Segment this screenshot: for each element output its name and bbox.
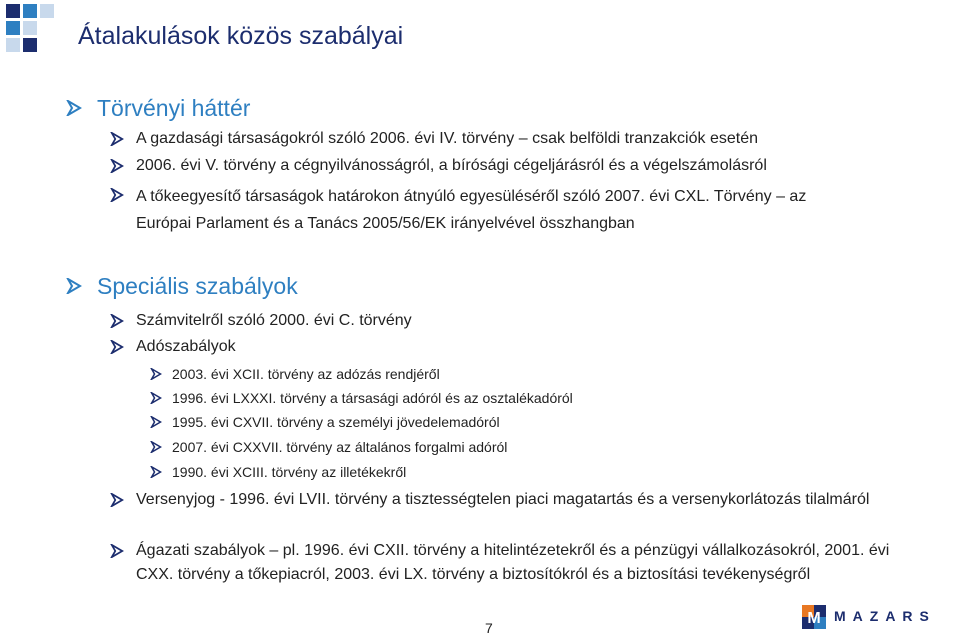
arrowhead-bullet-icon [150, 416, 162, 428]
arrowhead-bullet-icon [110, 340, 124, 354]
arrowhead-bullet-icon [150, 441, 162, 453]
list-item [110, 127, 758, 151]
section-heading: Törvényi háttér [97, 95, 251, 121]
list-item [110, 154, 767, 178]
list-item-text: 2006. évi V. törvény a cégnyilvánosságról, a bírósági cégeljárásról és a végelszámolásról [136, 157, 767, 174]
list-item [110, 335, 236, 359]
brand-name: MAZARS [834, 608, 936, 624]
list-item-text: Számvitelről szóló 2000. évi C. törvény [136, 312, 412, 329]
arrowhead-bullet-icon [110, 544, 124, 558]
list-item-text: Adószabályok [136, 338, 236, 355]
arrowhead-bullet-icon [150, 392, 162, 404]
list-item-text: Versenyjog - 1996. évi LVII. törvény a tisztességtelen piaci magatartás és a versenykorlátozás tilalmáról [136, 491, 870, 508]
list-item [150, 437, 507, 458]
list-item [150, 364, 440, 385]
list-item [150, 412, 500, 433]
list-item [110, 539, 906, 587]
section-heading-row [66, 91, 250, 126]
list-item-text: Ágazati szabályok – pl. 1996. évi CXII. törvény a hitelintézetekről és a pénzügyi vállalkozásokról, 2001. évi CXX. törvény a tőkepiacról, 2003. évi LX. törvény a biztosítókról és a biztosítási tevékenységről [136, 542, 890, 583]
arrowhead-bullet-icon [150, 368, 162, 380]
list-item-text: A tőkeegyesítő társaságok határokon átnyúló egyesüléséről szóló 2007. évi CXL. Törvény – az Európai Parlament és a Tanács 2005/56/EK irányelvével összhangban [136, 188, 807, 232]
list-item-text: 1995. évi CXVII. törvény a személyi jövedelemadóról [172, 414, 500, 430]
arrowhead-bullet-icon [110, 493, 124, 507]
list-item-text: 1996. évi LXXXI. törvény a társasági adóról és az osztalékadóról [172, 390, 573, 406]
page-title: Átalakulások közös szabályai [78, 22, 404, 50]
page-number: 7 [485, 620, 493, 636]
arrowhead-bullet-icon [110, 132, 124, 146]
list-item [150, 388, 573, 409]
list-item [110, 488, 896, 512]
arrowhead-bullet-icon [66, 100, 82, 116]
list-item-text: 2007. évi CXXVII. törvény az általános forgalmi adóról [172, 439, 508, 455]
list-item-text: A gazdasági társaságokról szóló 2006. évi IV. törvény – csak belföldi tranzakciók esetén [136, 130, 758, 147]
list-item [110, 183, 856, 237]
svg-text:M: M [807, 610, 821, 627]
list-item-text: 1990. évi XCIII. törvény az illetékekről [172, 464, 407, 480]
arrowhead-bullet-icon [150, 466, 162, 478]
arrowhead-bullet-icon [110, 188, 124, 202]
list-item [110, 309, 412, 333]
arrowhead-bullet-icon [66, 278, 82, 294]
list-item-text: 2003. évi XCII. törvény az adózás rendjéről [172, 366, 440, 382]
section-heading: Speciális szabályok [97, 273, 298, 299]
list-item [150, 462, 406, 483]
section-heading-row [66, 269, 298, 304]
corner-squares-logo [0, 0, 60, 60]
arrowhead-bullet-icon [110, 314, 124, 328]
arrowhead-bullet-icon [110, 159, 124, 173]
mazars-mark-icon [802, 605, 826, 629]
